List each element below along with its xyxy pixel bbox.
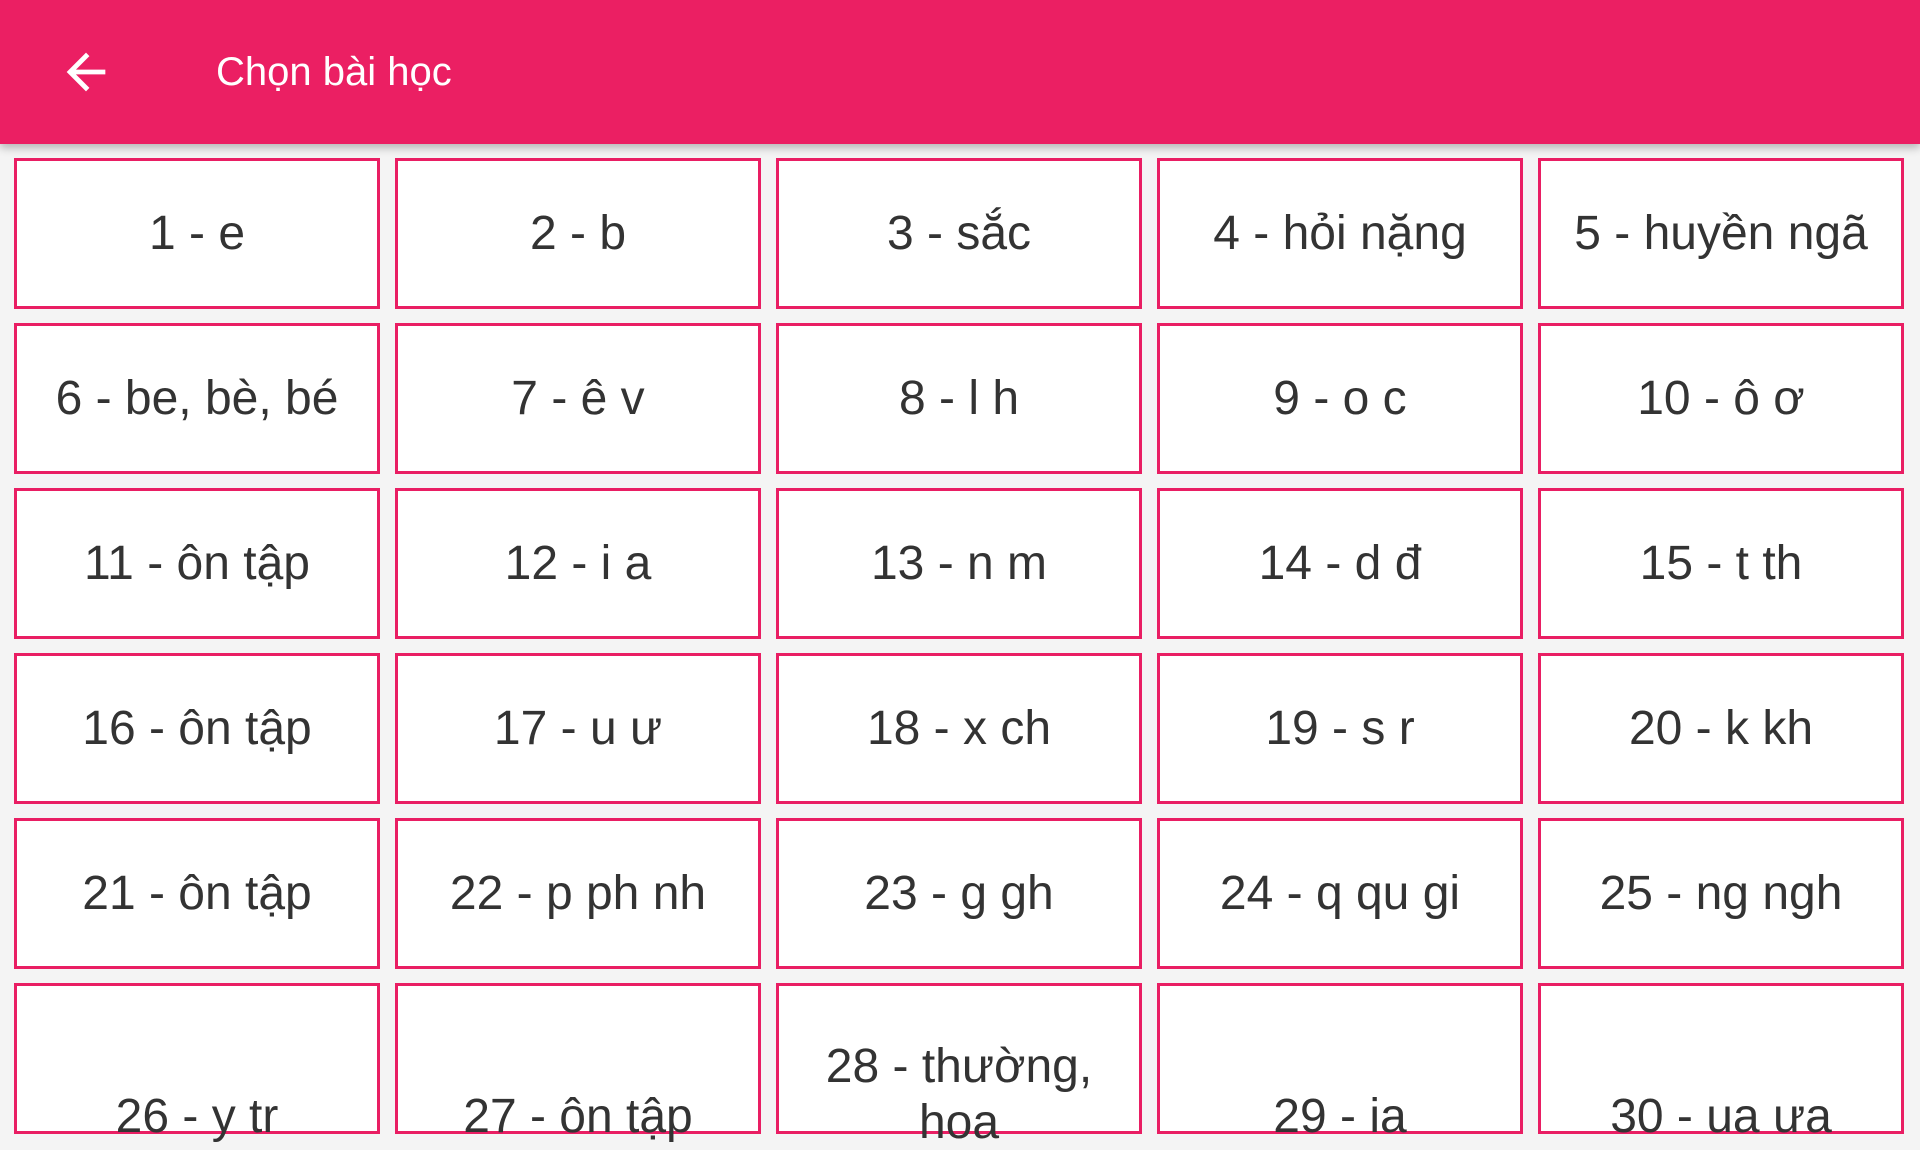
lesson-card-20[interactable] [1538, 653, 1904, 804]
lesson-card-25[interactable] [1538, 818, 1904, 969]
lesson-card-label: 21 - ôn tập [82, 866, 312, 920]
lesson-card-14[interactable] [1157, 488, 1523, 639]
lesson-card-label: 10 - ô ơ [1637, 371, 1805, 425]
lesson-card-label: 22 - p ph nh [449, 866, 707, 920]
lesson-card-label: 1 - e [148, 206, 246, 260]
lesson-card-label: 28 - thường, hoa [825, 1040, 1093, 1149]
lesson-card-22[interactable] [395, 818, 761, 969]
lesson-card-label: 12 - i a [504, 536, 652, 590]
lesson-card-10[interactable] [1538, 323, 1904, 474]
lesson-card-18[interactable] [776, 653, 1142, 804]
lesson-card-label: 30 - ua ưa [1610, 1089, 1832, 1143]
lesson-card-16[interactable] [14, 653, 380, 804]
lesson-card-label: 18 - x ch [866, 701, 1052, 755]
lesson-card-label: 17 - u ư [493, 701, 663, 755]
lesson-card-29[interactable] [1157, 983, 1523, 1143]
lesson-card-11[interactable] [14, 488, 380, 639]
lesson-card-label: 24 - q qu gi [1219, 866, 1461, 920]
lesson-card-8[interactable] [776, 323, 1142, 474]
lesson-card-21[interactable] [14, 818, 380, 969]
lesson-grid [14, 158, 1906, 1149]
lesson-card-13[interactable] [776, 488, 1142, 639]
lesson-card-23[interactable] [776, 818, 1142, 969]
lesson-card-label: 3 - sắc [886, 206, 1032, 260]
lesson-card-label: 14 - d đ [1258, 536, 1422, 590]
lesson-card-label: 20 - k kh [1628, 701, 1814, 755]
lesson-card-label: 6 - be, bè, bé [55, 371, 339, 425]
lesson-card-label: 15 - t th [1639, 536, 1803, 590]
lesson-card-label: 4 - hỏi nặng [1213, 206, 1467, 260]
lesson-card-27[interactable] [395, 983, 761, 1143]
lesson-card-label: 27 - ôn tập [463, 1089, 693, 1143]
lesson-card-label: 29 - ia [1273, 1089, 1407, 1143]
lesson-card-label: 9 - o c [1273, 371, 1407, 425]
lesson-card-label: 11 - ôn tập [84, 536, 310, 590]
lesson-card-label: 26 - y tr [115, 1089, 279, 1143]
lesson-card-label: 5 - huyền ngã [1574, 206, 1868, 260]
lesson-card-label: 7 - ê v [511, 371, 645, 425]
lesson-card-30[interactable] [1538, 983, 1904, 1143]
back-button[interactable] [44, 30, 128, 114]
lesson-card-label: 13 - n m [870, 536, 1048, 590]
lesson-card-28[interactable] [776, 983, 1142, 1149]
lesson-card-label: 2 - b [529, 206, 627, 260]
top-app-bar [0, 0, 1920, 144]
lesson-card-4[interactable] [1157, 158, 1523, 309]
lesson-card-1[interactable] [14, 158, 380, 309]
lesson-card-12[interactable] [395, 488, 761, 639]
lesson-card-label: 25 - ng ngh [1599, 866, 1843, 920]
lesson-card-15[interactable] [1538, 488, 1904, 639]
lesson-card-label: 16 - ôn tập [82, 701, 312, 755]
page-title: Chọn bài học [216, 50, 452, 94]
arrow-left-icon [57, 43, 115, 101]
lesson-card-9[interactable] [1157, 323, 1523, 474]
lesson-card-6[interactable] [14, 323, 380, 474]
lesson-card-label: 23 - g gh [864, 866, 1054, 920]
lesson-card-label: 8 - l h [898, 371, 1020, 425]
lesson-card-2[interactable] [395, 158, 761, 309]
lesson-card-5[interactable] [1538, 158, 1904, 309]
lesson-card-26[interactable] [14, 983, 380, 1143]
lesson-card-7[interactable] [395, 323, 761, 474]
lesson-card-24[interactable] [1157, 818, 1523, 969]
lesson-card-17[interactable] [395, 653, 761, 804]
lesson-card-label: 19 - s r [1265, 701, 1415, 755]
lesson-card-3[interactable] [776, 158, 1142, 309]
lesson-card-19[interactable] [1157, 653, 1523, 804]
